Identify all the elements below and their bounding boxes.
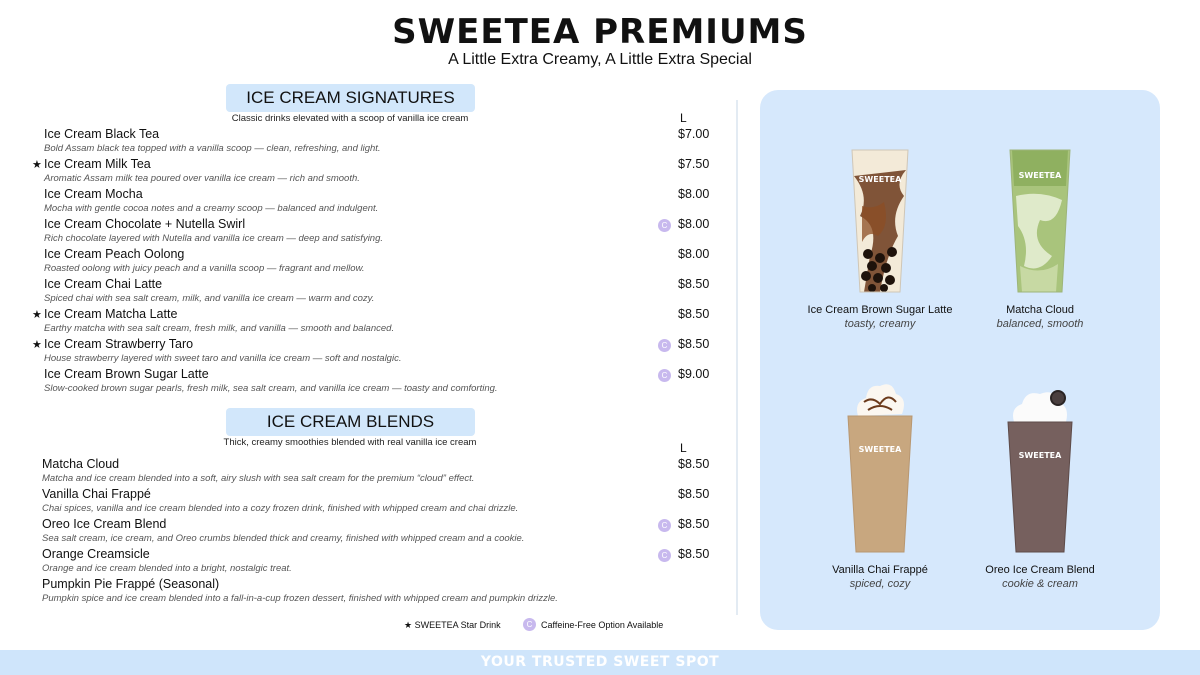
item-name: Ice Cream Peach Oolong	[44, 247, 185, 261]
item-name: Oreo Ice Cream Blend	[42, 517, 167, 531]
item-description: Rich chocolate layered with Nutella and vanilla ice cream — deep and satisfying.	[44, 233, 384, 244]
menu-item	[32, 457, 722, 487]
star-icon: ★	[32, 308, 42, 321]
featured-drink	[795, 376, 965, 590]
item-description: Spiced chai with sea salt cream, milk, and vanilla ice cream — warm and cozy.	[44, 293, 375, 304]
blends-subtitle: Thick, creamy smoothies blended with real vanilla ice cream	[223, 437, 477, 448]
menu-item	[32, 217, 722, 247]
menu-item	[32, 307, 722, 337]
oreo-blend-cup-icon	[1000, 376, 1080, 556]
footer-bar	[0, 650, 1200, 675]
item-description: Earthy matcha with sea salt cream, fresh milk, and vanilla — smooth and balanced.	[44, 323, 395, 334]
menu-item	[32, 247, 722, 277]
item-price: $7.00	[678, 127, 710, 141]
item-price: $8.50	[678, 457, 710, 471]
item-name: Ice Cream Black Tea	[44, 127, 160, 141]
caffeine-free-icon: C	[658, 549, 671, 562]
item-description: Sea salt cream, ice cream, and Oreo crumbs blended thick and creamy, finished with whipped cream and a cookie.	[42, 533, 525, 544]
item-description: Slow-cooked brown sugar pearls, fresh milk, sea salt cream, and vanilla ice cream — toasty and comforting.	[44, 383, 498, 394]
legend-star-text: SWEETEA Star Drink	[414, 620, 501, 630]
item-description: Chai spices, vanilla and ice cream blended into a cozy frozen drink, finished with whipped cream and chai drizzle.	[42, 503, 519, 514]
caffeine-free-icon: C	[523, 618, 536, 631]
item-price: $8.50	[678, 487, 710, 501]
brand-title: SWEETEA PREMIUMS	[392, 12, 808, 52]
menu-item	[32, 367, 722, 397]
item-price: $8.50	[678, 337, 710, 351]
menu-item	[32, 277, 722, 307]
item-description: House strawberry layered with sweet taro and vanilla ice cream — soft and nostalgic.	[44, 353, 402, 364]
brown-sugar-latte-cup-icon	[840, 146, 920, 296]
featured-panel	[760, 90, 1160, 630]
legend-star	[404, 620, 501, 631]
item-description: Mocha with gentle cocoa notes and a creamy scoop — balanced and indulgent.	[44, 203, 379, 214]
signatures-size-label: L	[680, 111, 687, 125]
item-name: Pumpkin Pie Frappé (Seasonal)	[42, 577, 220, 591]
item-description: Matcha and ice cream blended into a soft, airy slush with sea salt cream for the premium “cloud” effect.	[42, 473, 475, 484]
signatures-heading: ICE CREAM SIGNATURES	[226, 84, 475, 112]
featured-drink	[955, 376, 1125, 590]
star-icon: ★	[404, 620, 413, 630]
item-price: $8.50	[678, 277, 710, 291]
item-name: Ice Cream Chai Latte	[44, 277, 163, 291]
featured-drink-note: toasty, creamy	[844, 318, 916, 330]
item-price: $9.00	[678, 367, 710, 381]
menu-item	[32, 157, 722, 187]
featured-drink-name: Matcha Cloud	[1006, 304, 1074, 316]
menu-item	[32, 547, 722, 577]
cup-logo: SWEETEA	[1018, 451, 1062, 460]
item-name: Vanilla Chai Frappé	[42, 487, 151, 501]
menu-item	[32, 517, 722, 547]
item-name: Matcha Cloud	[42, 457, 120, 471]
star-icon: ★	[32, 158, 42, 171]
item-description: Bold Assam black tea topped with a vanilla scoop — clean, refreshing, and light.	[44, 143, 381, 154]
vanilla-chai-frappe-cup-icon	[840, 376, 920, 556]
caffeine-free-icon: C	[658, 369, 671, 382]
caffeine-free-icon: C	[658, 219, 671, 232]
item-description: Roasted oolong with juicy peach and a vanilla scoop — fragrant and mellow.	[44, 263, 365, 274]
item-name: Ice Cream Chocolate + Nutella Swirl	[44, 217, 246, 231]
menu-item	[32, 577, 722, 607]
menu-item	[32, 127, 722, 157]
featured-drink-name: Oreo Ice Cream Blend	[985, 564, 1095, 576]
featured-drink	[795, 146, 965, 330]
featured-drink-note: balanced, smooth	[996, 318, 1084, 330]
item-name: Ice Cream Matcha Latte	[44, 307, 178, 321]
item-price: $8.00	[678, 247, 710, 261]
item-price: $8.50	[678, 517, 710, 531]
signatures-subtitle: Classic drinks elevated with a scoop of vanilla ice cream	[231, 113, 469, 124]
tagline: A Little Extra Creamy, A Little Extra Special	[448, 51, 752, 68]
caffeine-free-icon: C	[658, 339, 671, 352]
featured-drink-name: Vanilla Chai Frappé	[832, 564, 928, 576]
blends-heading: ICE CREAM BLENDS	[226, 408, 475, 436]
blends-size-label: L	[680, 441, 687, 455]
matcha-cloud-cup-icon	[1000, 146, 1080, 296]
item-name: Ice Cream Strawberry Taro	[44, 337, 194, 351]
item-name: Ice Cream Milk Tea	[44, 157, 151, 171]
featured-drink-name: Ice Cream Brown Sugar Latte	[807, 304, 953, 316]
item-name: Orange Creamsicle	[42, 547, 150, 561]
menu-item	[32, 187, 722, 217]
featured-drink	[955, 146, 1125, 330]
footer-slogan: YOUR TRUSTED SWEET SPOT	[480, 654, 720, 670]
item-description: Aromatic Assam milk tea poured over vanilla ice cream — rich and smooth.	[44, 173, 360, 184]
item-description: Pumpkin spice and ice cream blended into a fall-in-a-cup frozen dessert, finished with whipped cream and pumpkin drizzle.	[42, 593, 558, 604]
cup-logo: SWEETEA	[1018, 171, 1062, 180]
cup-logo: SWEETEA	[858, 445, 902, 454]
menu-item	[32, 487, 722, 517]
item-description: Orange and ice cream blended into a bright, nostalgic treat.	[42, 563, 292, 574]
caffeine-free-icon: C	[658, 519, 671, 532]
item-price: $7.50	[678, 157, 710, 171]
item-price: $8.00	[678, 217, 710, 231]
item-name: Ice Cream Mocha	[44, 187, 143, 201]
item-name: Ice Cream Brown Sugar Latte	[44, 367, 209, 381]
item-price: $8.50	[678, 307, 710, 321]
column-divider	[736, 100, 738, 615]
star-icon: ★	[32, 338, 42, 351]
legend-caffeine-free-text: Caffeine-Free Option Available	[541, 620, 664, 630]
item-price: $8.50	[678, 547, 710, 561]
item-price: $8.00	[678, 187, 710, 201]
cup-logo: SWEETEA	[858, 175, 902, 184]
menu-item	[32, 337, 722, 367]
featured-drink-note: spiced, cozy	[849, 578, 911, 590]
featured-drink-note: cookie & cream	[1002, 578, 1078, 590]
